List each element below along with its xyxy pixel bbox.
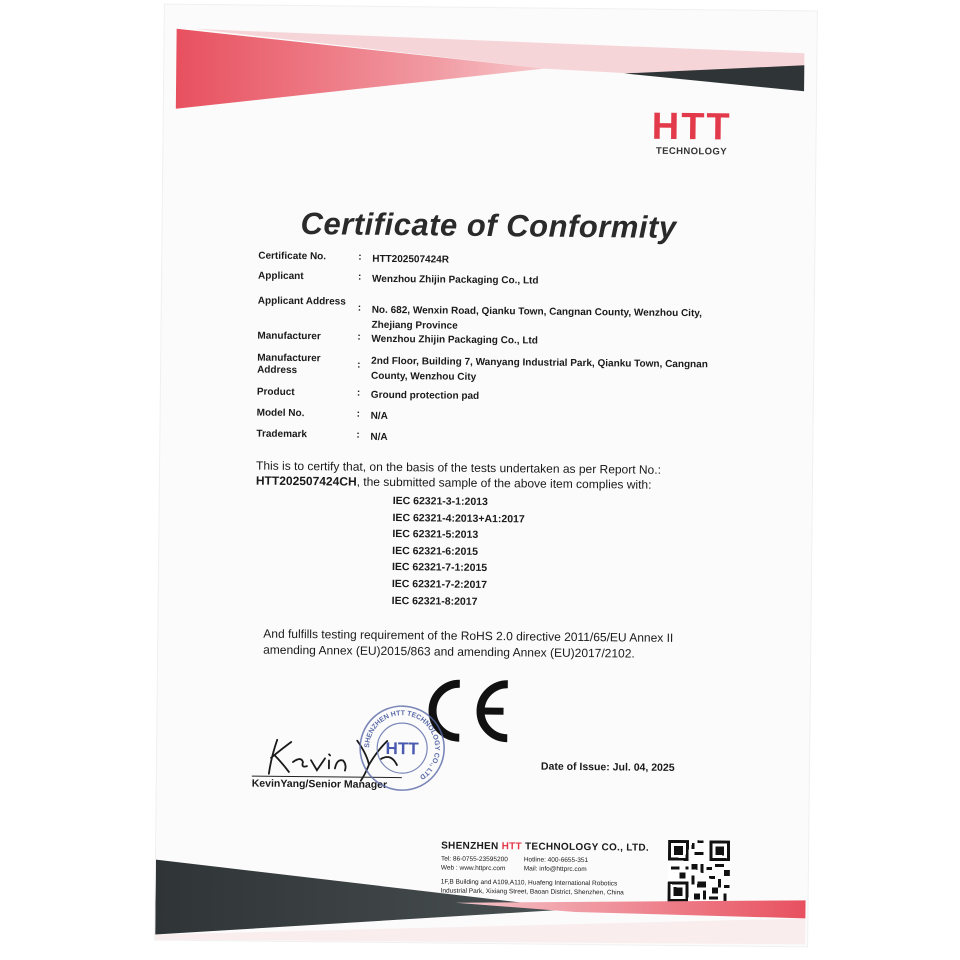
footer-web: Web : www.httprc.com — [440, 864, 506, 872]
field-label: Applicant — [258, 270, 304, 283]
standard-item: IEC 62321-5:2013 — [392, 528, 479, 542]
field-value: N/A — [370, 431, 388, 443]
field-label: Product — [256, 386, 295, 398]
field-label: Model No. — [256, 407, 305, 420]
rohs-line-1: And fulfills testing requirement of the RoHS 2.0 directive 2011/65/EU Annex II — [263, 626, 674, 645]
field-colon: : — [356, 387, 361, 399]
field-model-no — [256, 407, 727, 422]
field-applicant — [258, 270, 728, 287]
field-colon: : — [356, 408, 361, 420]
field-manufacturer-address — [257, 352, 727, 383]
standard-item: IEC 62321-3-1:2013 — [392, 495, 488, 509]
seal-ring-text: SHENZHEN HTT TECHNOLOGY CO., LTD — [364, 710, 441, 781]
certificate-fields — [256, 250, 728, 443]
company-seal-icon — [357, 703, 448, 794]
rohs-line-2: amending Annex (EU)2015/863 and amending Annex (EU)2017/2102. — [263, 642, 635, 661]
certify-line-1: This is to certify that, on the basis of the tests undertaken as per Report No.: — [256, 458, 662, 477]
certificate-page — [155, 5, 817, 947]
document-title: Certificate of Conformity — [300, 206, 677, 245]
seal-center-text: HTT — [385, 738, 419, 759]
field-value: HTT202507424R — [372, 253, 450, 266]
certify-statement — [256, 459, 726, 494]
field-label: Certificate No. — [258, 250, 327, 263]
standard-item: IEC 62321-7-1:2015 — [391, 561, 488, 575]
logo-brand: HTT — [651, 105, 732, 149]
signer-name: KevinYang/Senior Manager — [251, 777, 388, 791]
field-label: Manufacturer Address — [257, 352, 321, 377]
standard-item: IEC 62321-8:2017 — [391, 594, 478, 608]
standard-item: IEC 62321-4:2013+A1:2017 — [392, 511, 525, 526]
footer-address: 1F,B Building and A109,A110, Huafeng International Robotics Industrial Park, Xixiang Street, Baoan District, Shenzhen, China — [440, 878, 624, 896]
field-colon: : — [357, 359, 361, 371]
report-number: HTT202507424CH — [255, 473, 357, 489]
field-label: Applicant Address — [257, 295, 346, 308]
footer-tel: Tel: 86-0755-23595200 — [440, 855, 508, 864]
field-colon: : — [358, 251, 362, 263]
field-value: Ground protection pad — [370, 389, 480, 402]
bottom-decoration — [155, 850, 808, 947]
logo-subtitle: TECHNOLOGY — [655, 145, 728, 158]
field-colon: : — [358, 271, 362, 283]
field-label: Trademark — [256, 428, 308, 441]
htt-logo — [651, 105, 732, 158]
certify-line-2: , the submitted sample of the above item complies with: — [356, 474, 652, 492]
footer-mail: Mail: info@httprc.com — [523, 864, 587, 873]
field-value: N/A — [370, 410, 388, 422]
standard-item: IEC 62321-7-2:2017 — [391, 577, 488, 591]
field-colon: : — [357, 302, 362, 314]
field-value: 2nd Floor, Building 7, Wanyang Industrial Park, Qianku Town, Cangnan County, Wenzhou City — [370, 355, 708, 383]
footer-hotline: Hotline: 400-6655-351 — [523, 856, 589, 865]
date-of-issue: Date of Issue: Jul. 04, 2025 — [540, 760, 675, 774]
field-colon: : — [356, 429, 360, 441]
field-colon: : — [357, 331, 361, 343]
footer-company: SHENZHEN HTT TECHNOLOGY CO., LTD. — [441, 840, 650, 854]
field-value: Wenzhou Zhijin Packaging Co., Ltd — [371, 333, 538, 347]
field-value: Wenzhou Zhijin Packaging Co., Ltd — [371, 273, 539, 287]
field-applicant-address — [257, 295, 728, 332]
field-certificate-no — [258, 250, 728, 266]
field-label: Manufacturer — [257, 330, 321, 343]
standards-list — [392, 493, 525, 611]
rohs-statement — [263, 626, 733, 663]
field-trademark — [256, 428, 726, 443]
field-product — [256, 386, 727, 402]
field-value: No. 682, Wenxin Road, Qianku Town, Cangnan County, Wenzhou City, Zhejiang Province — [371, 304, 702, 332]
standard-item: IEC 62321-6:2015 — [392, 544, 479, 558]
